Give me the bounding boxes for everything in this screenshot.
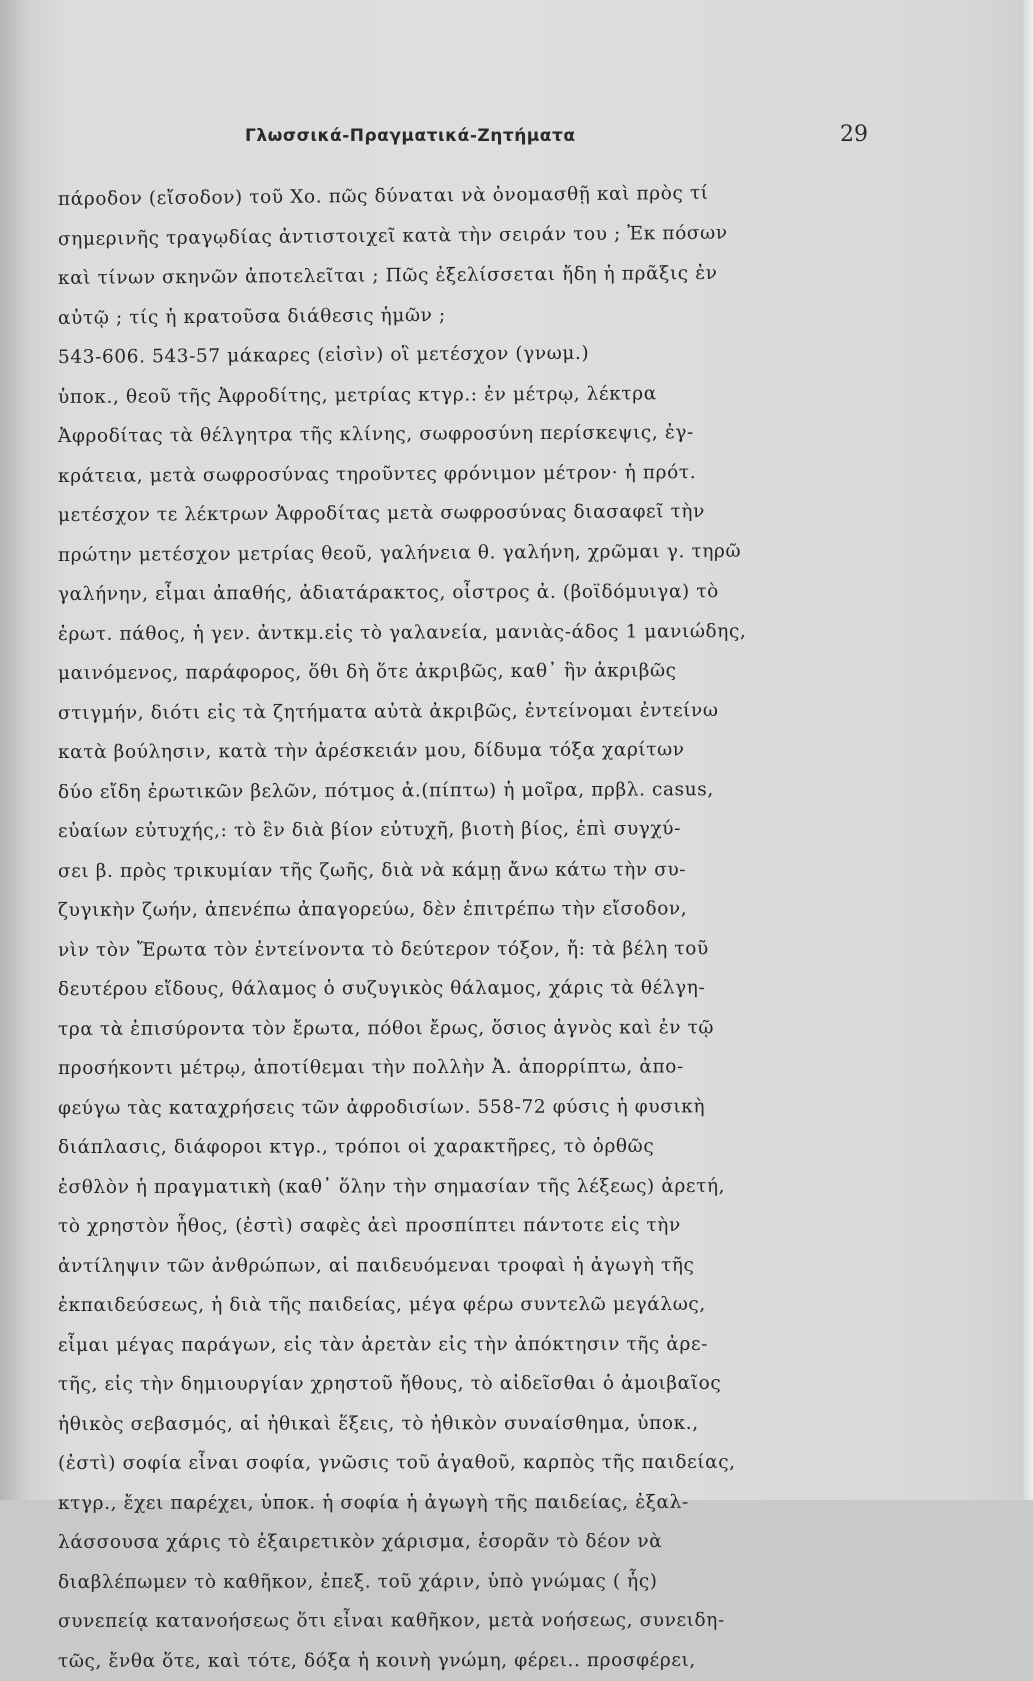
text-line: γαλήνην, εἶμαι ἀπαθής, ἀδιατάρακτος, οἶστρος ἀ. (βοϊδόμυιγα) τὸ <box>57 581 719 605</box>
body-text <box>58 180 893 1681</box>
text-line: φεύγω τὰς καταχρήσεις τῶν ἀφροδισίων. 558-72 φύσις ἡ φυσικὴ <box>57 1095 706 1119</box>
text-line: μαινόμενος, παράφορος, ὅθι δὴ ὅτε ἀκριβῶς, καθ᾽ ἣν ἀκριβῶς <box>57 660 677 684</box>
text-line: κτγρ., ἔχει παρέχει, ὑποκ. ἡ σοφία ἡ ἀγωγὴ τῆς παιδείας, ἐξαλ- <box>57 1491 689 1514</box>
text-line: Ἀφροδίτας τὰ θέλγητρα τῆς κλίνης, σωφροσύνη περίσκεψις, ἐγ- <box>57 422 694 447</box>
text-line: μετέσχον τε λέκτρων Ἀφροδίτας μετὰ σωφροσύνας διασαφεῖ τὴν <box>57 501 705 526</box>
text-line: διαβλέπωμεν τὸ καθῆκον, ἐπεξ. τοῦ χάριν, ὑπὸ γνώμας ( ἧς) <box>57 1570 658 1593</box>
text-line: σει β. πρὸς τρικυμίαν τῆς ζωῆς, διὰ νὰ κάμῃ ἄνω κάτω τὴν συ- <box>57 858 687 882</box>
text-line: κράτεια, μετὰ σωφροσύνας τηροῦντες φρόνιμον μέτρον· ἡ πρότ. <box>57 461 697 487</box>
page-number: 29 <box>840 122 868 147</box>
text-line: τρα τὰ ἐπισύροντα τὸν ἔρωτα, πόθοι ἔρως, ὅσιος ἁγνὸς καὶ ἐν τῷ <box>57 1016 715 1040</box>
text-line: ἐσθλὸν ἡ πραγματικὴ (καθ᾽ ὅλην τὴν σημασίαν τῆς λέξεως) ἀρετή, <box>57 1175 726 1198</box>
text-line: λάσσουσα χάρις τὸ ἐξαιρετικὸν χάρισμα, ἐσορᾶν τὸ δέον νὰ <box>57 1530 663 1553</box>
text-line: πάροδον (εἴσοδον) τοῦ Χο. πῶς δύναται νὰ ὀνομασθῇ καὶ πρὸς τί <box>57 182 709 210</box>
text-line: 543-606. 543-57 μάκαρες (εἰσὶν) οἳ μετέσχον (γνωμ.) <box>57 342 590 368</box>
text-line: ἠθικὸς σεβασμός, αἱ ἠθικαὶ ἕξεις, τὸ ἠθικὸν συναίσθημα, ὑποκ., <box>57 1412 699 1435</box>
header-title: Γλωσσικά-Πραγματικά-Ζητήματα <box>245 126 576 146</box>
text-line: στιγμήν, διότι εἰς τὰ ζητήματα αὐτὰ ἀκριβῶς, ἐντείνομαι ἐντείνω <box>57 699 719 724</box>
text-line: ἀντίληψιν τῶν ἀνθρώπων, αἱ παιδευόμεναι τροφαὶ ἡ ἀγωγὴ τῆς <box>57 1254 695 1277</box>
text-line: σημερινῆς τραγῳδίας ἀντιστοιχεῖ κατὰ τὴν σειράν του ; Ἐκ πόσων <box>57 222 728 250</box>
text-line: δύο εἴδη ἐρωτικῶν βελῶν, πότμος ἀ.(πίπτω) ἡ μοῖρα, πρβλ. casus, <box>57 778 714 803</box>
text-line: εἶμαι μέγας παράγων, εἰς τὰν ἀρετὰν εἰς τὴν ἀπόκτησιν τῆς ἀρε- <box>57 1333 708 1356</box>
text-line: διάπλασις, διάφοροι κτγρ., τρόποι οἱ χαρακτῆρες, τὸ ὀρθῶς <box>57 1135 655 1158</box>
text-line: ἐκπαιδεύσεως, ἡ διὰ τῆς παιδείας, μέγα φέρω συντελῶ μεγάλως, <box>57 1293 706 1316</box>
text-line: τὸ χρηστὸν ἦθος, (ἐστὶ) σαφὲς ἀεὶ προσπίπτει πάντοτε εἰς τὴν <box>57 1214 681 1237</box>
text-line: νὶν τὸν Ἔρωτα τὸν ἐντείνοντα τὸ δεύτερον τόξον, ἤ: τὰ βέλη τοῦ <box>57 937 709 961</box>
page-edge <box>1023 0 1033 1500</box>
text-line: ὑποκ., θεοῦ τῆς Ἀφροδίτης, μετρίας κτγρ.: ἐν μέτρῳ, λέκτρα <box>57 382 657 408</box>
text-line: δευτέρου εἴδους, θάλαμος ὁ συζυγικὸς θάλαμος, χάρις τὰ θέλγη- <box>57 977 706 1000</box>
text-line: ἐρωτ. πάθος, ἡ γεν. ἀντκμ.εἰς τὸ γαλανεία, μανιὰς-άδος 1 μανιώδης, <box>57 620 747 645</box>
text-line: προσήκοντι μέτρῳ, ἀποτίθεμαι τὴν πολλὴν Ἀ. ἀπορρίπτω, ἀπο- <box>57 1056 684 1079</box>
text-line: εὐαίων εὐτυχής,: τὸ ἓν διὰ βίον εὐτυχῆ, βιοτὴ βίος, ἐπὶ συγχύ- <box>57 818 682 842</box>
text-line: αὐτῷ ; τίς ἡ κρατοῦσα διάθεσις ἡμῶν ; <box>57 304 446 329</box>
text-line: τῶς, ἔνθα ὅτε, καὶ τότε, δόξα ἡ κοινὴ γνώμη, φέρει.. προσφέρει, <box>57 1649 696 1672</box>
text-line: κατὰ βούλησιν, κατὰ τὴν ἀρέσκειάν μου, δίδυμα τόξα χαρίτων <box>57 739 685 763</box>
text-line: (ἐστὶ) σοφία εἶναι σοφία, γνῶσις τοῦ ἀγαθοῦ, καρπὸς τῆς παιδείας, <box>57 1451 736 1474</box>
text-line: ζυγικὴν ζωήν, ἀπενέπω ἀπαγορεύω, δὲν ἐπιτρέπω τὴν εἴσοδον, <box>57 898 688 921</box>
text-line: τῆς, εἰς τὴν δημιουργίαν χρηστοῦ ἤθους, τὸ αἰδεῖσθαι ὁ ἀμοιβαῖος <box>57 1372 722 1395</box>
text-line: καὶ τίνων σκηνῶν ἀποτελεῖται ; Πῶς ἐξελίσσεται ἤδη ἡ πρᾶξις ἐν <box>57 262 718 289</box>
text-line: συνεπείᾳ κατανοήσεως ὅτι εἶναι καθῆκον, μετὰ νοήσεως, συνειδη- <box>57 1609 725 1632</box>
text-line: πρώτην μετέσχον μετρίας θεοῦ, γαλήνεια θ. γαλήνη, χρῶμαι γ. τηρῶ <box>57 540 742 566</box>
running-header <box>0 122 1033 152</box>
